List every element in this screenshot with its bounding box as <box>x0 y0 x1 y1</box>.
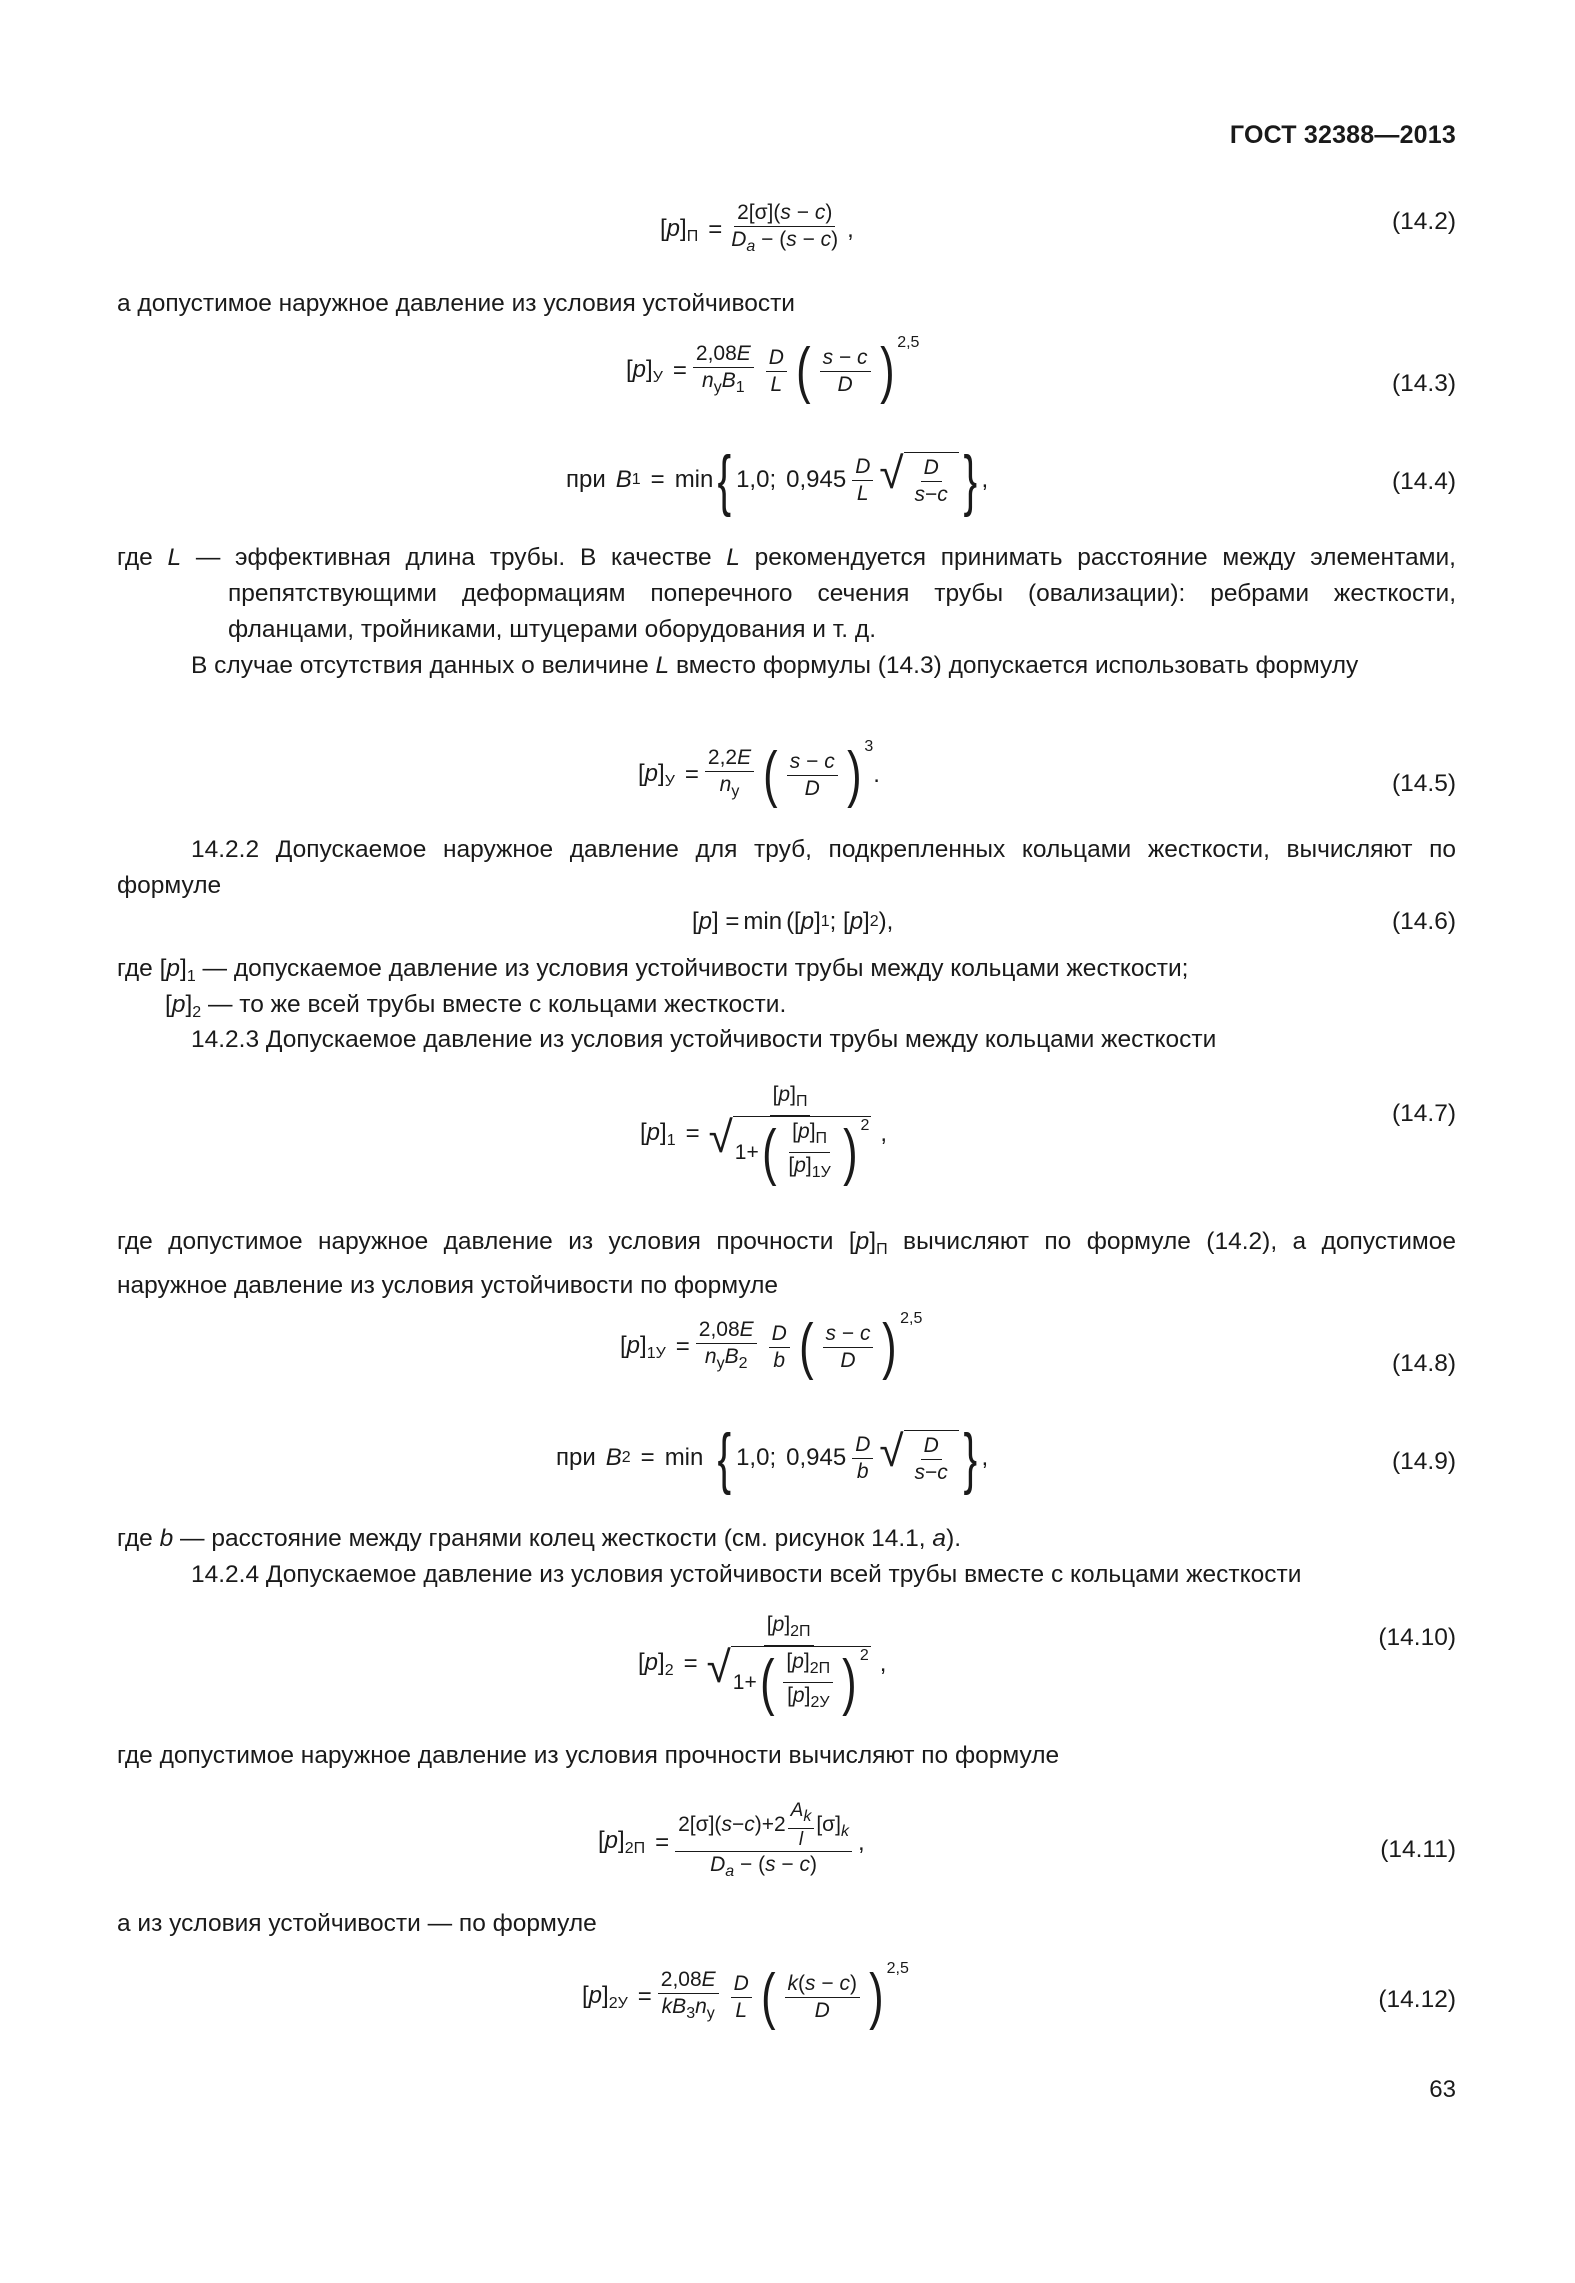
formula-14-3: $[p]_У$ = 2,08E $n_уB_1$ D L ( s − c D ) 2,5 <box>626 334 920 405</box>
paragraph-definition: где $[p]_1$ — допускаемое давление из условия устойчивости трубы между кольцами жесткости; <box>117 955 1189 985</box>
formula-14-10: $[p]_2$ = $[p]_{2П}$ √ 1+ ( $[p]_{2П}$ $[p]_{2У}$ ) 2 , <box>638 1613 887 1717</box>
paragraph-definition: где L — эффективная длина трубы. В качестве L рекомендуется принимать расстояние между элементами, препятствующими деформациям поперечного сечения трубы (овализации): ребрами жесткости, фланцами, тройниками, штуцерами оборудования и т. д. <box>117 544 1456 643</box>
section-14-2-3: 14.2.3 Допускаемое давление из условия устойчивости трубы между кольцами жесткости <box>191 1026 1217 1053</box>
section-14-2-2: 14.2.2 Допускаемое наружное давление для труб, подкрепленных кольцами жесткости, вычисляют по формуле <box>117 836 1456 899</box>
equation-number: (14.4) <box>1391 468 1456 495</box>
paragraph-text: В случае отсутствия данных о величине L вместо формулы (14.3) допускается использовать формулу <box>191 652 1359 679</box>
equation-number: (14.12) <box>1378 1986 1456 2013</box>
equation-number: (14.9) <box>1391 1448 1456 1475</box>
paragraph-definition: где b — расстояние между гранями колец жесткости (см. рисунок 14.1, а). <box>117 1525 962 1552</box>
paragraph-text: где допустимое наружное давление из условия прочности $[p]_П$ вычисляют по формуле (14.2), а допустимое наружное давление из условия устойчивости по формуле <box>117 1228 1457 1299</box>
formula-14-2: $[p]_П$ = 2[σ](s − c) $D_a - (s - c)$ , <box>660 201 854 255</box>
paragraph-text: где допустимое наружное давление из условия прочности вычисляют по формуле <box>117 1742 1060 1769</box>
formula-14-6: [ p ] = min ([ p ] 1 ; [ p ] 2 ), <box>692 908 894 935</box>
equation-number: (14.8) <box>1391 1350 1456 1377</box>
equation-number: (14.2) <box>1391 208 1456 235</box>
formula-14-7: $[p]_1$ = $[p]_П$ √ 1+ ( $[p]_П$ $[p]_{1У}$ ) 2 , <box>640 1083 888 1187</box>
paragraph-text: а допустимое наружное давление из условия устойчивости <box>117 290 795 317</box>
document-code-header: ГОСТ 32388—2013 <box>1229 121 1456 149</box>
formula-14-8: $[p]_{1У}$ = 2,08E $n_уB_2$ D b ( s − c D ) 2,5 <box>620 1310 923 1381</box>
section-14-2-4: 14.2.4 Допускаемое давление из условия устойчивости всей трубы вместе с кольцами жесткости <box>191 1561 1302 1588</box>
formula-14-4: при B 1 = min { 1,0 ; 0,945 D L √ D s−c } , <box>566 442 989 518</box>
equation-number: (14.10) <box>1378 1624 1456 1651</box>
formula-14-5: $[p]_У$ = 2,2E $n_у$ ( s − c D ) 3 . <box>638 738 880 809</box>
page-number: 63 <box>1429 2076 1456 2103</box>
equation-number: (14.5) <box>1391 770 1456 797</box>
formula-14-12: $[p]_{2У}$ = 2,08E $kB_3n_у$ D L ( k(s − c) D ) 2,5 <box>582 1960 909 2031</box>
equation-number: (14.11) <box>1380 1836 1456 1863</box>
equation-number: (14.7) <box>1391 1100 1456 1127</box>
paragraph-definition: $[p]_2$ — то же всей трубы вместе с кольцами жесткости. <box>165 991 787 1021</box>
formula-14-11: $[p]_{2П}$ = 2[σ](s−c)+2 $\frac{A_k}{l}$ $[\sigma]_k$ $D_a - (s - c)$ , <box>598 1800 865 1880</box>
formula-14-9: при B 2 = min { 1,0 ; 0,945 D b √ D s−c } , <box>556 1420 989 1496</box>
equation-number: (14.6) <box>1391 908 1456 935</box>
equation-number: (14.3) <box>1391 370 1456 397</box>
paragraph-text: а из условия устойчивости — по формуле <box>117 1910 597 1937</box>
